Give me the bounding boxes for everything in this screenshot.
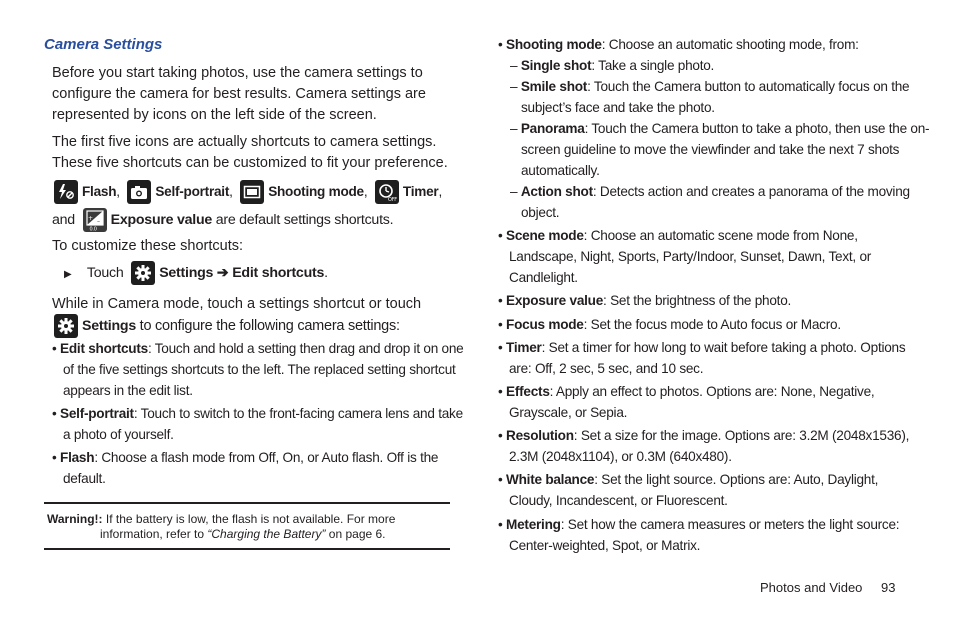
shortcut-flash-label: Flash <box>82 184 117 199</box>
bullet-icon: • <box>498 228 507 243</box>
bullet-icon: • <box>52 341 61 356</box>
bullet-timer: • Timer: Set a timer for how long to wait before taking a photo. Options are: Off, 2 sec, 5 sec, and 10 sec. <box>498 340 906 376</box>
bullet-resolution: • Resolution: Set a size for the image. Options are: 3.2M (2048x1536), 2.3M (2048x1104), or 0.3M (640x480). <box>498 428 910 464</box>
bullet-focus-mode: • Focus mode: Set the focus mode to Auto focus or Macro. <box>498 317 841 332</box>
charging-battery-reference: “Charging the Battery” <box>207 526 326 541</box>
bullet-icon: • <box>498 293 507 308</box>
bullet-icon: • <box>498 317 507 332</box>
svg-text:OFF: OFF <box>387 197 397 204</box>
bullet-icon: • <box>498 428 507 443</box>
gear-icon <box>54 314 78 338</box>
svg-text:–: – <box>96 218 100 226</box>
settings-label: Settings <box>159 265 214 281</box>
exposure-shortcut-row: and + – 0.0 Exposure value are default settings shortcuts. <box>52 207 393 233</box>
svg-text:0.0: 0.0 <box>89 226 97 233</box>
bullet-flash: • Flash: Choose a flash mode from Off, On, or Auto flash. Off is the default. <box>52 450 439 486</box>
bullet-effects: • Effects: Apply an effect to photos. Options are: None, Negative, Grayscale, or Sepia. <box>498 384 875 420</box>
bullet-shooting-mode: • Shooting mode: Choose an automatic shooting mode, from: <box>498 37 859 52</box>
sub-panorama: – Panorama: Touch the Camera button to take a photo, then use the on- screen guideline to move the viewfinder and take the next 7 shots automatically. <box>510 121 930 178</box>
bullet-scene-mode: • Scene mode: Choose an automatic scene mode from None, Landscape, Night, Sports, Party/Indoor, Sunset, Dawn, Text, or Candlelight. <box>498 228 872 285</box>
page-number: 93 <box>881 580 896 595</box>
self-portrait-camera-icon <box>127 180 151 204</box>
shortcuts-paragraph: The first five icons are actually shortcuts to camera settings. These five shortcuts can be customized to fit your preference. <box>52 134 448 171</box>
section-heading: Camera Settings <box>44 36 163 53</box>
arrow-icon: ➔ <box>216 265 229 281</box>
while-in-camera-line: While in Camera mode, touch a settings shortcut or touch <box>52 296 422 312</box>
sub-single-shot: – Single shot: Take a single photo. <box>510 58 715 73</box>
settings-touch-line: Settings to configure the following camera settings: <box>54 313 400 339</box>
shortcut-icons-row: Flash, Self-portrait, Shooting mode, OFF Timer, <box>54 179 442 205</box>
bullet-metering: • Metering: Set how the camera measures or meters the light source: Center-weighted, Spot, or Matrix. <box>498 517 900 553</box>
bullet-icon: • <box>498 517 507 532</box>
customize-intro: To customize these shortcuts: <box>52 238 243 254</box>
bullet-edit-shortcuts: • Edit shortcuts: Touch and hold a setting then drag and drop it on one of the five settings shortcuts to the left. The replaced setting shortcut appears in the edit list. <box>52 341 464 398</box>
bullet-exposure-value: • Exposure value: Set the brightness of the photo. <box>498 293 792 308</box>
bullet-icon: • <box>498 37 507 52</box>
footer-section-title: Photos and Video <box>760 580 863 595</box>
customize-step: ▶ Touch Settings ➔ Edit shortcuts. <box>64 260 328 288</box>
bullet-self-portrait: • Self-portrait: Touch to switch to the front-facing camera lens and take a photo of yourself. <box>52 406 463 442</box>
flash-auto-icon <box>54 180 78 204</box>
svg-text:+: + <box>87 215 93 223</box>
shortcut-self-portrait-label: Self-portrait <box>155 184 230 199</box>
warning-note: Warning!: If the battery is low, the flash is not available. For more information, refer to “Charging the Battery” on page 6. <box>47 512 396 541</box>
edit-shortcuts-label: Edit shortcuts <box>232 265 325 281</box>
bullet-white-balance: • White balance: Set the light source. Options are: Auto, Daylight, Cloudy, Incandescent, or Fluorescent. <box>498 472 879 508</box>
shortcut-exposure-label: Exposure value <box>110 212 213 228</box>
shortcut-timer-label: Timer <box>402 184 439 199</box>
warning-top-rule <box>44 502 450 504</box>
intro-paragraph: Before you start taking photos, use the camera settings to configure the camera for best results. Camera settings are represented by icons on the left side of the screen. <box>52 65 426 123</box>
sub-action-shot: – Action shot: Detects action and creates a panorama of the moving object. <box>510 184 910 220</box>
bullet-icon: • <box>498 472 507 487</box>
bullet-icon: • <box>498 340 507 355</box>
shortcut-shooting-mode-label: Shooting mode <box>268 184 364 199</box>
bullet-icon: • <box>52 406 61 421</box>
shooting-mode-icon <box>240 180 264 204</box>
sub-smile-shot: – Smile shot: Touch the Camera button to automatically focus on the subject’s face and take the photo. <box>510 79 910 115</box>
step-bullet-icon: ▶ <box>64 269 72 280</box>
gear-icon <box>131 261 155 285</box>
exposure-value-icon <box>83 208 107 232</box>
bullet-icon: • <box>498 384 507 399</box>
timer-off-icon <box>375 180 399 204</box>
bullet-icon: • <box>52 450 61 465</box>
warning-label: Warning!: <box>47 512 103 526</box>
warning-bottom-rule <box>44 548 450 550</box>
settings-label: Settings <box>82 318 136 334</box>
